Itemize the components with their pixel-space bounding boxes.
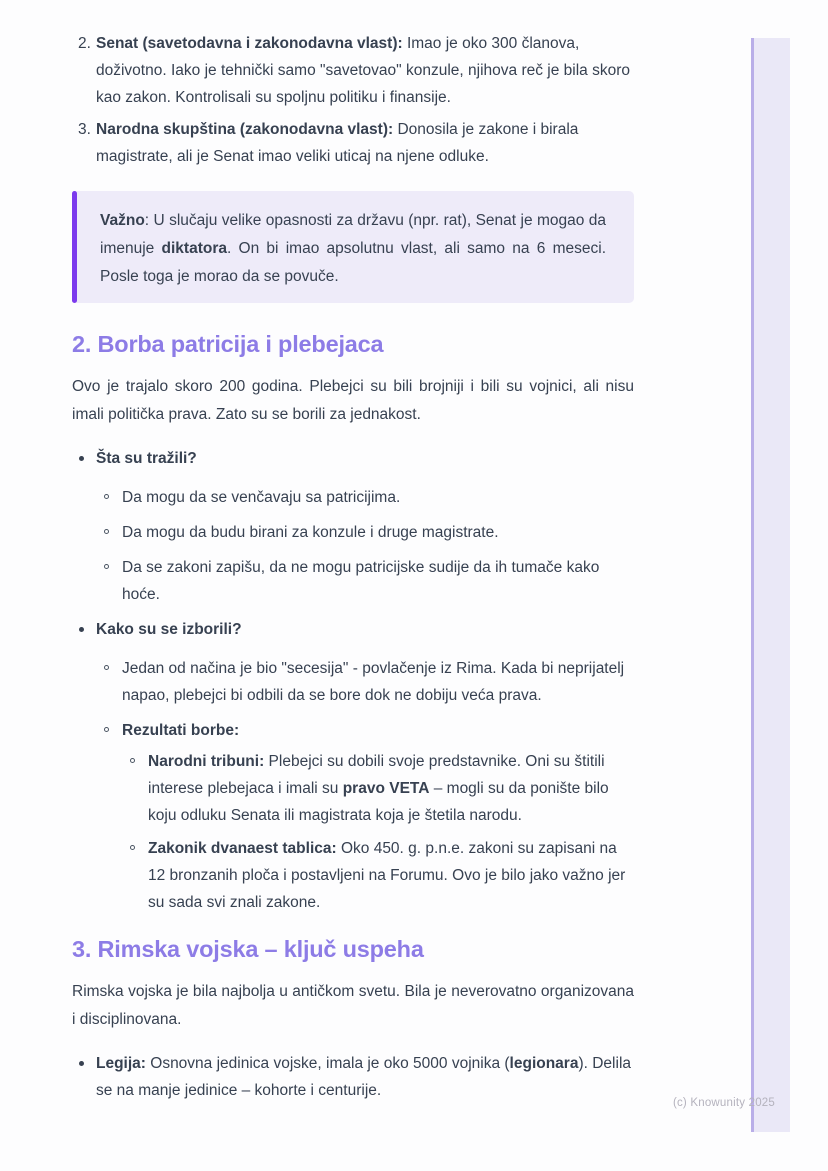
list-number: 3. [78, 121, 91, 138]
list-group-title: Šta su tražili? [96, 450, 197, 467]
body-text: Da mogu da budu birani za konzule i druge magistrate. [122, 524, 499, 541]
document-content [72, 30, 634, 1112]
bold-term: pravo VETA [342, 780, 430, 797]
body-text: Osnovna jedinica vojske, imala je oko 5000 vojnika ( [145, 1055, 510, 1072]
section-3-intro: Rimska vojska je bila najbolja u antičkom svetu. Bila je neverovatno organizovana i disciplinovana. [72, 983, 634, 1028]
list-item [98, 484, 634, 511]
section-2-list [72, 445, 634, 916]
list-item-rezultati-borbe [98, 717, 634, 916]
body-text: Da mogu da se venčavaju sa patricijima. [122, 489, 401, 506]
list-item-secesija [98, 655, 634, 709]
bullet-disc-icon [79, 1061, 84, 1066]
bullet-disc-icon [79, 456, 84, 461]
bold-lead: Legija: [96, 1055, 146, 1072]
callout-bold-term: diktatora [161, 240, 227, 257]
section-2-heading: 2. Borba patricija i plebejaca [72, 331, 384, 357]
bold-lead: Narodni tribuni: [148, 753, 265, 770]
body-text: Imao je oko 300 članova, doživotno. Iako je tehnički samo "savetovao" konzule, njihova reč je bila skoro kao zakon. Kontrolisali su spoljnu politiku i finansije. [96, 35, 630, 106]
list-group-title: Kako su se izborili? [96, 621, 242, 638]
list-item-zakonik-dvanaest-tablica [124, 835, 634, 916]
body-text: – mogli su da ponište bilo koju odluku Senata ili magistrata koja je štetila narodu. [148, 780, 609, 824]
body-text: Oko 450. g. p.n.e. zakoni su zapisani na 12 bronzanih ploča i postavljeni na Forumu. Ovo je bilo jako važno jer su sada svi znali zakone. [148, 840, 626, 911]
sublist-rezultati [124, 748, 634, 916]
sublist-trazili [98, 484, 634, 608]
list-number: 2. [78, 35, 91, 52]
bullet-circle-icon [104, 564, 109, 569]
bullet-circle-icon [104, 727, 109, 732]
bullet-circle-icon [104, 494, 109, 499]
copyright-notice: (c) Knowunity 2025 [672, 1097, 775, 1109]
callout-body: . On bi imao apsolutnu vlast, ali samo na 6 meseci. Posle toga je morao da se povuče. [100, 240, 606, 285]
next-page-edge-strip [751, 38, 790, 1132]
body-text: Plebejci su dobili svoje predstavnike. Oni su štitili interese plebejaca i imali su [148, 753, 605, 797]
list-item-senat [78, 30, 634, 111]
callout-accent-bar [72, 191, 77, 303]
bold-lead: Senat (savetodavna i zakonodavna vlast): [96, 35, 403, 52]
list-item-kako-su-se-izborili [72, 616, 634, 916]
list-item [98, 519, 634, 546]
body-text: Donosila je zakone i birala magistrate, ali je Senat imao veliki uticaj na njene odluke. [96, 121, 579, 165]
bold-lead: Zakonik dvanaest tablica: [148, 840, 337, 857]
list-item-legija [72, 1050, 634, 1104]
bullet-circle-icon [130, 758, 135, 763]
numbered-list [72, 30, 634, 170]
callout-text [100, 207, 606, 291]
body-text: ). Delila se na manje jedinice – kohorte i centurije. [96, 1055, 632, 1099]
bullet-circle-icon [104, 529, 109, 534]
list-group-title: Rezultati borbe: [122, 722, 240, 739]
bold-lead: Narodna skupština (zakonodavna vlast): [96, 121, 394, 138]
list-item-text [96, 30, 634, 111]
bold-term: legionara [509, 1055, 579, 1072]
bullet-circle-icon [130, 845, 135, 850]
list-item-narodni-tribuni [124, 748, 634, 829]
list-item-narodna-skupstina [78, 116, 634, 170]
callout-label: Važno [100, 212, 145, 229]
list-item [98, 554, 634, 608]
body-text: Da se zakoni zapišu, da ne mogu patricijske sudije da ih tumače kako hoće. [122, 559, 600, 603]
list-item-sta-su-trazili [72, 445, 634, 608]
sublist-izborili [98, 655, 634, 916]
section-3-heading: 3. Rimska vojska – ključ uspeha [72, 936, 424, 962]
section-2-intro: Ovo je trajalo skoro 200 godina. Plebejci su bili brojniji i bili su vojnici, ali nisu imali politička prava. Zato su se borili za jednakost. [72, 378, 634, 423]
bullet-disc-icon [79, 627, 84, 632]
callout-body: : U slučaju velike opasnosti za državu (npr. rat), Senat je mogao da imenuje [100, 212, 606, 257]
section-3-list [72, 1050, 634, 1104]
list-item-text [96, 116, 634, 170]
bullet-circle-icon [104, 665, 109, 670]
important-callout [72, 191, 634, 303]
body-text: Jedan od načina je bio "secesija" - povlačenje iz Rima. Kada bi neprijatelj napao, plebejci bi odbili da se bore dok ne dobiju veća prava. [122, 660, 625, 704]
